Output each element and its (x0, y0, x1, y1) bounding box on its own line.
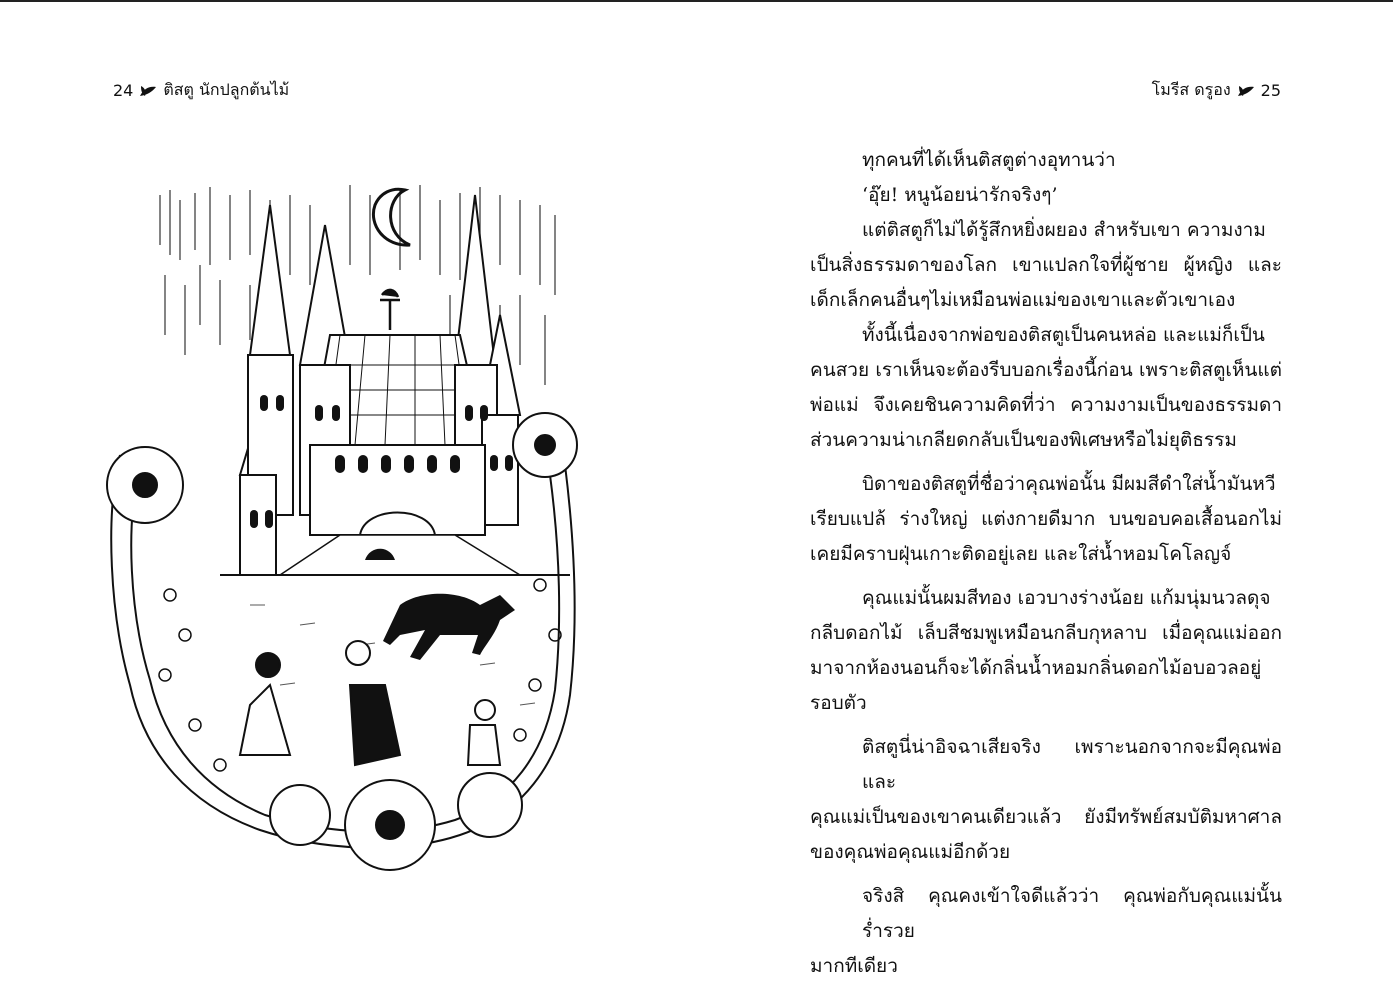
body-text (810, 143, 1282, 984)
paragraph: คุณแม่นั้นผมสีทอง เอวบางร่างน้อย แก้มนุ่มนวลดุจ กลีบดอกไม้ เล็บสีชมพูเหมือนกลีบกุหลาบ เมื่อคุณแม่ออกมาจากห้องนอนก็จะได้กลิ่นน้ำหอมกลิ่นดอกไม้อบอวลอยู่รอบตัว (810, 587, 1282, 714)
paragraph: แต่ติสตูก็ไม่ได้รู้สึกหยิ่งผยอง สำหรับเขา ความงาม เป็นสิ่งธรรมดาของโลก เขาแปลกใจที่ผู้ชาย ผู้หญิง และเด็กเล็กคนอื่นๆไม่เหมือนพ่อแม่ของเขาและตัวเขาเอง (810, 219, 1282, 311)
leaf-icon (139, 84, 157, 98)
right-running-header (1152, 78, 1281, 103)
paragraph: ‘อุ๊ย! หนูน้อยน่ารักจริงๆ’ (862, 184, 1058, 206)
paragraph: บิดาของติสตูที่ชื่อว่าคุณพ่อนั้น มีผมสีดำใส่น้ำมันหวี เรียบแปล้ ร่างใหญ่ แต่งกายดีมาก บนขอบคอเสื้อนอกไม่เคยมีคราบฝุ่นเกาะติดอยู่เลย และใส่น้ำหอมโคโลญจ์ (810, 473, 1282, 565)
paragraph: ทั้งนี้เนื่องจากพ่อของติสตูเป็นคนหล่อ และแม่ก็เป็น คนสวย เราเห็นจะต้องรีบบอกเรื่องนี้ก่อน เพราะติสตูเห็นแต่พ่อแม่ จึงเคยชินความคิดที่ว่า ความงามเป็นของธรรมดา ส่วนความน่าเกลียดกลับเป็นของพิเศษหรือไม่ยุติธรรม (810, 324, 1282, 451)
paragraph: จริงสิ คุณคงเข้าใจดีแล้วว่า คุณพ่อกับคุณแม่นั้นร่ำรวย มากทีเดียว (810, 885, 1282, 977)
leaf-icon (1237, 84, 1255, 98)
paragraph: ทุกคนที่ได้เห็นติสตูต่างอุทานว่า (862, 149, 1116, 171)
left-page-number: 24 (113, 81, 134, 100)
book-title: ติสตู นักปลูกต้นไม้ (163, 80, 290, 99)
moon-icon (373, 189, 410, 245)
right-page-number: 25 (1260, 81, 1281, 100)
left-running-header (113, 78, 289, 103)
author-name: โมรีส ดรูอง (1151, 80, 1231, 99)
paragraph: ติสตูนี่น่าอิจฉาเสียจริง เพราะนอกจากจะมีคุณพ่อและ คุณแม่เป็นของเขาคนเดียวแล้ว ยังมีทรัพย์สมบัติมหาศาลของคุณพ่อคุณแม่อีกด้วย (810, 736, 1282, 863)
top-border (0, 0, 1393, 2)
fairytale-castle-illustration (100, 165, 585, 885)
